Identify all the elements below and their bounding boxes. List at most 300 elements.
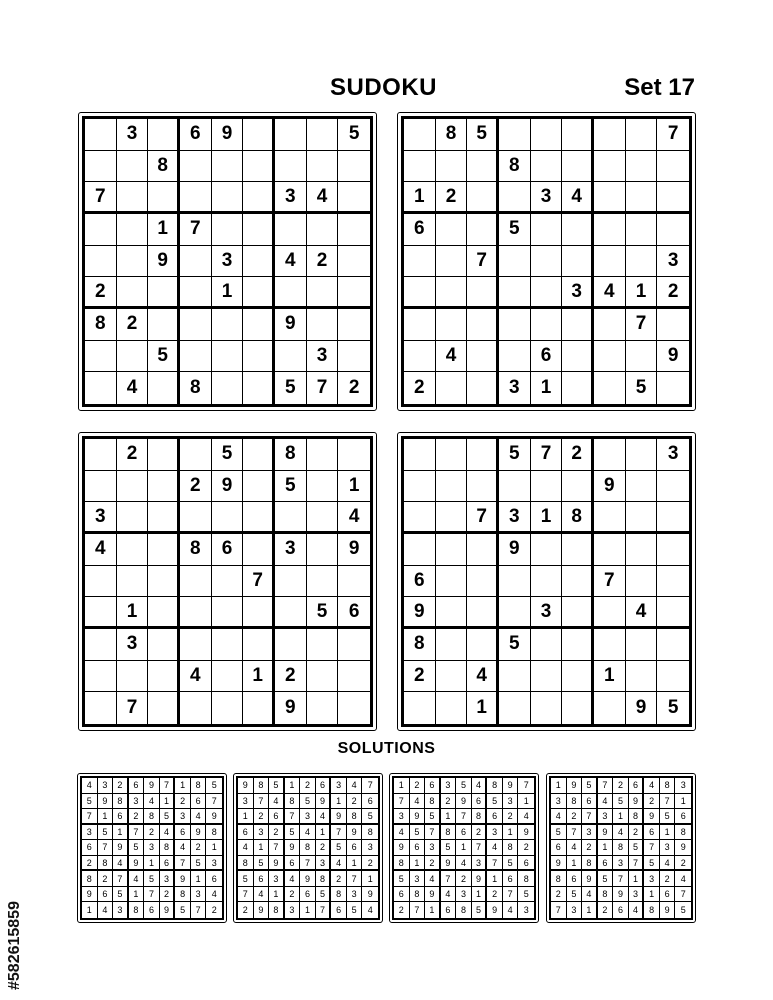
puzzle-cell[interactable] [307, 439, 339, 471]
puzzle-cell[interactable] [307, 309, 339, 341]
puzzle-cell[interactable] [275, 214, 307, 246]
puzzle-cell[interactable] [148, 119, 180, 151]
puzzle-cell[interactable] [148, 277, 180, 309]
puzzle-cell[interactable] [626, 439, 658, 471]
puzzle-cell[interactable]: 4 [562, 182, 594, 214]
puzzle-cell[interactable] [562, 309, 594, 341]
puzzle-cell[interactable] [562, 151, 594, 183]
puzzle-cell[interactable]: 9 [404, 597, 436, 629]
puzzle-cell[interactable] [338, 661, 370, 693]
puzzle-cell[interactable] [117, 566, 149, 598]
puzzle-cell[interactable] [85, 692, 117, 724]
puzzle-cell[interactable]: 9 [275, 309, 307, 341]
puzzle-cell[interactable] [212, 182, 244, 214]
puzzle-cell[interactable]: 5 [338, 119, 370, 151]
puzzle-cell[interactable] [243, 439, 275, 471]
puzzle-cell[interactable] [467, 471, 499, 503]
puzzle-cell[interactable] [626, 246, 658, 278]
puzzle-cell[interactable]: 7 [657, 119, 689, 151]
puzzle-cell[interactable]: 3 [117, 629, 149, 661]
puzzle-cell[interactable] [499, 471, 531, 503]
puzzle-cell[interactable] [657, 597, 689, 629]
puzzle-cell[interactable] [594, 214, 626, 246]
puzzle-cell[interactable] [117, 502, 149, 534]
puzzle-cell[interactable] [338, 246, 370, 278]
puzzle-cell[interactable] [85, 341, 117, 373]
puzzle-cell[interactable] [594, 372, 626, 404]
puzzle-cell[interactable] [212, 629, 244, 661]
puzzle-cell[interactable]: 9 [212, 119, 244, 151]
puzzle-cell[interactable] [275, 151, 307, 183]
puzzle-cell[interactable] [212, 309, 244, 341]
puzzle-cell[interactable]: 5 [307, 597, 339, 629]
puzzle-cell[interactable] [148, 182, 180, 214]
puzzle-cell[interactable] [657, 214, 689, 246]
puzzle-cell[interactable] [657, 372, 689, 404]
puzzle-cell[interactable] [307, 629, 339, 661]
puzzle-cell[interactable]: 5 [148, 341, 180, 373]
puzzle-cell[interactable] [657, 151, 689, 183]
puzzle-cell[interactable] [85, 214, 117, 246]
puzzle-cell[interactable] [467, 182, 499, 214]
puzzle-cell[interactable]: 3 [275, 534, 307, 566]
puzzle-cell[interactable]: 1 [212, 277, 244, 309]
puzzle-cell[interactable]: 3 [307, 341, 339, 373]
puzzle-cell[interactable]: 4 [307, 182, 339, 214]
puzzle-cell[interactable]: 1 [531, 502, 563, 534]
puzzle-cell[interactable] [180, 692, 212, 724]
puzzle-cell[interactable] [626, 534, 658, 566]
puzzle-cell[interactable]: 8 [180, 372, 212, 404]
puzzle-cell[interactable] [436, 471, 468, 503]
puzzle-cell[interactable] [275, 341, 307, 373]
puzzle-cell[interactable] [657, 629, 689, 661]
puzzle-cell[interactable] [467, 372, 499, 404]
puzzle-cell[interactable] [499, 246, 531, 278]
puzzle-cell[interactable] [467, 439, 499, 471]
puzzle-cell[interactable]: 7 [467, 246, 499, 278]
puzzle-cell[interactable]: 5 [275, 372, 307, 404]
puzzle-cell[interactable]: 2 [117, 439, 149, 471]
puzzle-cell[interactable]: 6 [180, 119, 212, 151]
puzzle-cell[interactable] [243, 119, 275, 151]
puzzle-cell[interactable] [243, 277, 275, 309]
puzzle-cell[interactable] [436, 597, 468, 629]
puzzle-cell[interactable] [436, 629, 468, 661]
puzzle-cell[interactable] [338, 214, 370, 246]
puzzle-cell[interactable] [180, 277, 212, 309]
puzzle-cell[interactable] [594, 309, 626, 341]
puzzle-cell[interactable]: 9 [212, 471, 244, 503]
puzzle-cell[interactable] [657, 309, 689, 341]
puzzle-cell[interactable]: 5 [499, 214, 531, 246]
puzzle-cell[interactable] [531, 119, 563, 151]
puzzle-cell[interactable] [338, 182, 370, 214]
puzzle-cell[interactable] [212, 692, 244, 724]
puzzle-cell[interactable]: 2 [562, 439, 594, 471]
puzzle-cell[interactable]: 2 [180, 471, 212, 503]
puzzle-cell[interactable] [657, 182, 689, 214]
puzzle-cell[interactable]: 9 [626, 692, 658, 724]
puzzle-cell[interactable] [562, 372, 594, 404]
puzzle-cell[interactable] [499, 341, 531, 373]
puzzle-cell[interactable] [148, 309, 180, 341]
puzzle-cell[interactable] [594, 534, 626, 566]
puzzle-cell[interactable] [594, 182, 626, 214]
puzzle-cell[interactable]: 3 [562, 277, 594, 309]
puzzle-cell[interactable] [243, 246, 275, 278]
puzzle-cell[interactable]: 4 [467, 661, 499, 693]
puzzle-cell[interactable] [626, 471, 658, 503]
puzzle-cell[interactable] [404, 471, 436, 503]
puzzle-cell[interactable] [307, 661, 339, 693]
puzzle-cell[interactable] [85, 439, 117, 471]
puzzle-cell[interactable] [307, 471, 339, 503]
puzzle-cell[interactable] [499, 566, 531, 598]
puzzle-cell[interactable] [467, 629, 499, 661]
puzzle-cell[interactable] [562, 629, 594, 661]
puzzle-cell[interactable] [148, 534, 180, 566]
puzzle-cell[interactable] [594, 597, 626, 629]
puzzle-cell[interactable] [148, 502, 180, 534]
puzzle-cell[interactable] [626, 151, 658, 183]
puzzle-cell[interactable]: 1 [338, 471, 370, 503]
puzzle-cell[interactable] [243, 182, 275, 214]
puzzle-cell[interactable] [180, 597, 212, 629]
puzzle-cell[interactable] [117, 151, 149, 183]
puzzle-cell[interactable]: 4 [117, 372, 149, 404]
puzzle-cell[interactable] [467, 341, 499, 373]
puzzle-cell[interactable] [404, 309, 436, 341]
puzzle-cell[interactable]: 3 [531, 182, 563, 214]
puzzle-cell[interactable] [404, 341, 436, 373]
puzzle-cell[interactable]: 2 [404, 372, 436, 404]
puzzle-cell[interactable]: 9 [499, 534, 531, 566]
puzzle-cell[interactable]: 8 [275, 439, 307, 471]
puzzle-cell[interactable]: 4 [436, 341, 468, 373]
puzzle-cell[interactable] [212, 372, 244, 404]
puzzle-cell[interactable] [594, 341, 626, 373]
puzzle-cell[interactable] [212, 502, 244, 534]
puzzle-cell[interactable] [657, 661, 689, 693]
puzzle-cell[interactable]: 7 [243, 566, 275, 598]
puzzle-cell[interactable] [467, 597, 499, 629]
puzzle-cell[interactable] [212, 566, 244, 598]
puzzle-cell[interactable] [212, 341, 244, 373]
puzzle-cell[interactable] [467, 277, 499, 309]
puzzle-cell[interactable]: 8 [148, 151, 180, 183]
puzzle-cell[interactable] [180, 566, 212, 598]
puzzle-cell[interactable] [436, 309, 468, 341]
puzzle-cell[interactable] [180, 246, 212, 278]
puzzle-cell[interactable] [531, 277, 563, 309]
puzzle-cell[interactable] [499, 597, 531, 629]
puzzle-cell[interactable] [436, 214, 468, 246]
puzzle-cell[interactable]: 1 [626, 277, 658, 309]
puzzle-cell[interactable]: 7 [117, 692, 149, 724]
puzzle-cell[interactable]: 3 [657, 439, 689, 471]
puzzle-cell[interactable]: 4 [180, 661, 212, 693]
puzzle-cell[interactable] [275, 502, 307, 534]
puzzle-cell[interactable] [117, 534, 149, 566]
puzzle-cell[interactable] [117, 182, 149, 214]
puzzle-cell[interactable] [404, 502, 436, 534]
puzzle-cell[interactable] [148, 471, 180, 503]
puzzle-cell[interactable] [499, 182, 531, 214]
puzzle-cell[interactable] [338, 439, 370, 471]
puzzle-cell[interactable] [243, 502, 275, 534]
puzzle-cell[interactable] [531, 246, 563, 278]
puzzle-cell[interactable] [338, 277, 370, 309]
puzzle-cell[interactable] [626, 661, 658, 693]
puzzle-cell[interactable] [531, 629, 563, 661]
puzzle-cell[interactable] [307, 119, 339, 151]
puzzle-cell[interactable]: 3 [212, 246, 244, 278]
puzzle-cell[interactable] [148, 597, 180, 629]
puzzle-cell[interactable] [562, 566, 594, 598]
puzzle-cell[interactable] [148, 692, 180, 724]
puzzle-cell[interactable] [467, 534, 499, 566]
puzzle-cell[interactable] [338, 629, 370, 661]
puzzle-cell[interactable] [562, 471, 594, 503]
puzzle-cell[interactable]: 5 [499, 439, 531, 471]
puzzle-cell[interactable] [626, 182, 658, 214]
puzzle-cell[interactable] [275, 597, 307, 629]
puzzle-cell[interactable] [436, 534, 468, 566]
puzzle-cell[interactable] [531, 471, 563, 503]
puzzle-cell[interactable]: 1 [148, 214, 180, 246]
puzzle-cell[interactable] [562, 534, 594, 566]
puzzle-cell[interactable]: 2 [657, 277, 689, 309]
puzzle-cell[interactable] [148, 629, 180, 661]
puzzle-cell[interactable] [338, 309, 370, 341]
puzzle-cell[interactable] [85, 151, 117, 183]
puzzle-cell[interactable] [307, 566, 339, 598]
puzzle-cell[interactable] [338, 341, 370, 373]
puzzle-cell[interactable] [657, 471, 689, 503]
puzzle-cell[interactable] [436, 277, 468, 309]
puzzle-cell[interactable] [467, 309, 499, 341]
puzzle-cell[interactable] [117, 214, 149, 246]
puzzle-cell[interactable] [180, 341, 212, 373]
puzzle-cell[interactable] [338, 566, 370, 598]
puzzle-cell[interactable] [436, 151, 468, 183]
puzzle-cell[interactable] [243, 151, 275, 183]
puzzle-cell[interactable] [404, 439, 436, 471]
puzzle-cell[interactable] [531, 566, 563, 598]
puzzle-cell[interactable] [212, 151, 244, 183]
puzzle-cell[interactable] [85, 597, 117, 629]
puzzle-cell[interactable] [212, 597, 244, 629]
puzzle-cell[interactable] [243, 341, 275, 373]
puzzle-cell[interactable] [594, 692, 626, 724]
puzzle-cell[interactable]: 1 [404, 182, 436, 214]
puzzle-cell[interactable] [562, 119, 594, 151]
puzzle-cell[interactable]: 3 [531, 597, 563, 629]
puzzle-cell[interactable] [85, 661, 117, 693]
puzzle-cell[interactable] [180, 502, 212, 534]
puzzle-cell[interactable] [531, 214, 563, 246]
puzzle-cell[interactable]: 6 [404, 566, 436, 598]
puzzle-cell[interactable] [436, 692, 468, 724]
puzzle-cell[interactable] [180, 629, 212, 661]
puzzle-cell[interactable] [657, 502, 689, 534]
puzzle-cell[interactable] [148, 566, 180, 598]
puzzle-cell[interactable] [275, 277, 307, 309]
puzzle-cell[interactable] [499, 661, 531, 693]
puzzle-cell[interactable] [307, 534, 339, 566]
puzzle-cell[interactable] [499, 309, 531, 341]
puzzle-cell[interactable] [85, 119, 117, 151]
puzzle-cell[interactable] [531, 692, 563, 724]
puzzle-cell[interactable]: 4 [594, 277, 626, 309]
puzzle-cell[interactable] [626, 341, 658, 373]
puzzle-cell[interactable]: 9 [275, 692, 307, 724]
puzzle-cell[interactable] [436, 661, 468, 693]
puzzle-cell[interactable] [148, 372, 180, 404]
puzzle-cell[interactable]: 2 [404, 661, 436, 693]
puzzle-cell[interactable] [243, 214, 275, 246]
puzzle-cell[interactable] [307, 502, 339, 534]
puzzle-cell[interactable] [307, 151, 339, 183]
puzzle-cell[interactable] [562, 341, 594, 373]
puzzle-cell[interactable]: 1 [467, 692, 499, 724]
puzzle-cell[interactable]: 7 [626, 309, 658, 341]
puzzle-cell[interactable]: 6 [338, 597, 370, 629]
puzzle-cell[interactable] [243, 309, 275, 341]
puzzle-cell[interactable] [275, 566, 307, 598]
puzzle-cell[interactable]: 9 [338, 534, 370, 566]
puzzle-cell[interactable]: 9 [594, 471, 626, 503]
puzzle-cell[interactable] [562, 246, 594, 278]
puzzle-cell[interactable]: 4 [275, 246, 307, 278]
puzzle-cell[interactable] [626, 502, 658, 534]
puzzle-cell[interactable] [275, 629, 307, 661]
puzzle-cell[interactable] [243, 692, 275, 724]
puzzle-cell[interactable] [499, 692, 531, 724]
puzzle-cell[interactable] [85, 372, 117, 404]
puzzle-cell[interactable] [594, 502, 626, 534]
puzzle-cell[interactable]: 6 [531, 341, 563, 373]
puzzle-cell[interactable]: 2 [348, 377, 360, 399]
puzzle-cell[interactable] [657, 534, 689, 566]
puzzle-cell[interactable] [180, 309, 212, 341]
puzzle-cell[interactable] [338, 692, 370, 724]
puzzle-cell[interactable] [307, 692, 339, 724]
puzzle-cell[interactable] [117, 661, 149, 693]
puzzle-cell[interactable] [499, 277, 531, 309]
puzzle-cell[interactable]: 7 [467, 502, 499, 534]
puzzle-cell[interactable] [85, 629, 117, 661]
puzzle-cell[interactable]: 1 [594, 661, 626, 693]
puzzle-cell[interactable] [180, 439, 212, 471]
puzzle-cell[interactable]: 4 [85, 534, 117, 566]
puzzle-cell[interactable]: 5 [499, 629, 531, 661]
puzzle-cell[interactable]: 6 [212, 534, 244, 566]
puzzle-cell[interactable]: 8 [180, 534, 212, 566]
puzzle-cell[interactable]: 5 [212, 439, 244, 471]
puzzle-cell[interactable] [499, 119, 531, 151]
puzzle-cell[interactable]: 5 [626, 372, 658, 404]
puzzle-cell[interactable] [436, 246, 468, 278]
puzzle-cell[interactable]: 7 [594, 566, 626, 598]
puzzle-cell[interactable] [338, 151, 370, 183]
puzzle-cell[interactable] [531, 661, 563, 693]
puzzle-cell[interactable]: 1 [117, 597, 149, 629]
puzzle-cell[interactable]: 7 [531, 439, 563, 471]
puzzle-cell[interactable] [243, 471, 275, 503]
puzzle-cell[interactable]: 2 [117, 309, 149, 341]
puzzle-cell[interactable]: 4 [626, 597, 658, 629]
puzzle-cell[interactable] [436, 566, 468, 598]
puzzle-cell[interactable] [243, 629, 275, 661]
puzzle-cell[interactable] [117, 246, 149, 278]
puzzle-cell[interactable] [148, 439, 180, 471]
puzzle-cell[interactable] [243, 372, 275, 404]
puzzle-cell[interactable]: 3 [275, 182, 307, 214]
puzzle-cell[interactable]: 8 [499, 151, 531, 183]
puzzle-cell[interactable] [180, 182, 212, 214]
puzzle-cell[interactable]: 8 [562, 502, 594, 534]
puzzle-cell[interactable] [626, 566, 658, 598]
puzzle-cell[interactable] [212, 214, 244, 246]
puzzle-cell[interactable] [562, 597, 594, 629]
puzzle-cell[interactable]: 9 [148, 246, 180, 278]
puzzle-cell[interactable] [594, 246, 626, 278]
puzzle-cell[interactable] [404, 246, 436, 278]
puzzle-cell[interactable]: 4 [338, 502, 370, 534]
puzzle-cell[interactable]: 3 [117, 119, 149, 151]
puzzle-cell[interactable]: 8 [85, 309, 117, 341]
puzzle-cell[interactable] [404, 534, 436, 566]
puzzle-cell[interactable]: 8 [404, 629, 436, 661]
puzzle-cell[interactable]: 7 [85, 182, 117, 214]
puzzle-cell[interactable] [404, 692, 436, 724]
puzzle-cell[interactable]: 6 [404, 214, 436, 246]
puzzle-cell[interactable] [562, 692, 594, 724]
puzzle-cell[interactable]: 2 [275, 661, 307, 693]
puzzle-cell[interactable] [148, 661, 180, 693]
puzzle-cell[interactable]: 5 [275, 471, 307, 503]
puzzle-cell[interactable]: 1 [243, 661, 275, 693]
puzzle-cell[interactable] [243, 597, 275, 629]
puzzle-cell[interactable] [117, 341, 149, 373]
puzzle-cell[interactable]: 3 [657, 246, 689, 278]
puzzle-cell[interactable] [307, 277, 339, 309]
puzzle-cell[interactable] [594, 151, 626, 183]
puzzle-cell[interactable] [562, 661, 594, 693]
puzzle-cell[interactable] [467, 214, 499, 246]
puzzle-cell[interactable]: 5 [467, 119, 499, 151]
puzzle-cell[interactable] [436, 372, 468, 404]
puzzle-cell[interactable] [404, 119, 436, 151]
puzzle-cell[interactable] [562, 214, 594, 246]
puzzle-cell[interactable] [404, 277, 436, 309]
puzzle-cell[interactable] [404, 151, 436, 183]
puzzle-cell[interactable] [117, 277, 149, 309]
puzzle-cell[interactable] [307, 214, 339, 246]
puzzle-cell[interactable] [85, 246, 117, 278]
puzzle-cell[interactable]: 7 [307, 372, 339, 404]
puzzle-cell[interactable]: 3 [85, 502, 117, 534]
puzzle-cell[interactable] [436, 502, 468, 534]
puzzle-cell[interactable] [117, 471, 149, 503]
puzzle-cell[interactable] [626, 214, 658, 246]
puzzle-cell[interactable] [531, 151, 563, 183]
puzzle-cell[interactable] [657, 566, 689, 598]
puzzle-cell[interactable] [180, 151, 212, 183]
puzzle-cell[interactable] [85, 471, 117, 503]
